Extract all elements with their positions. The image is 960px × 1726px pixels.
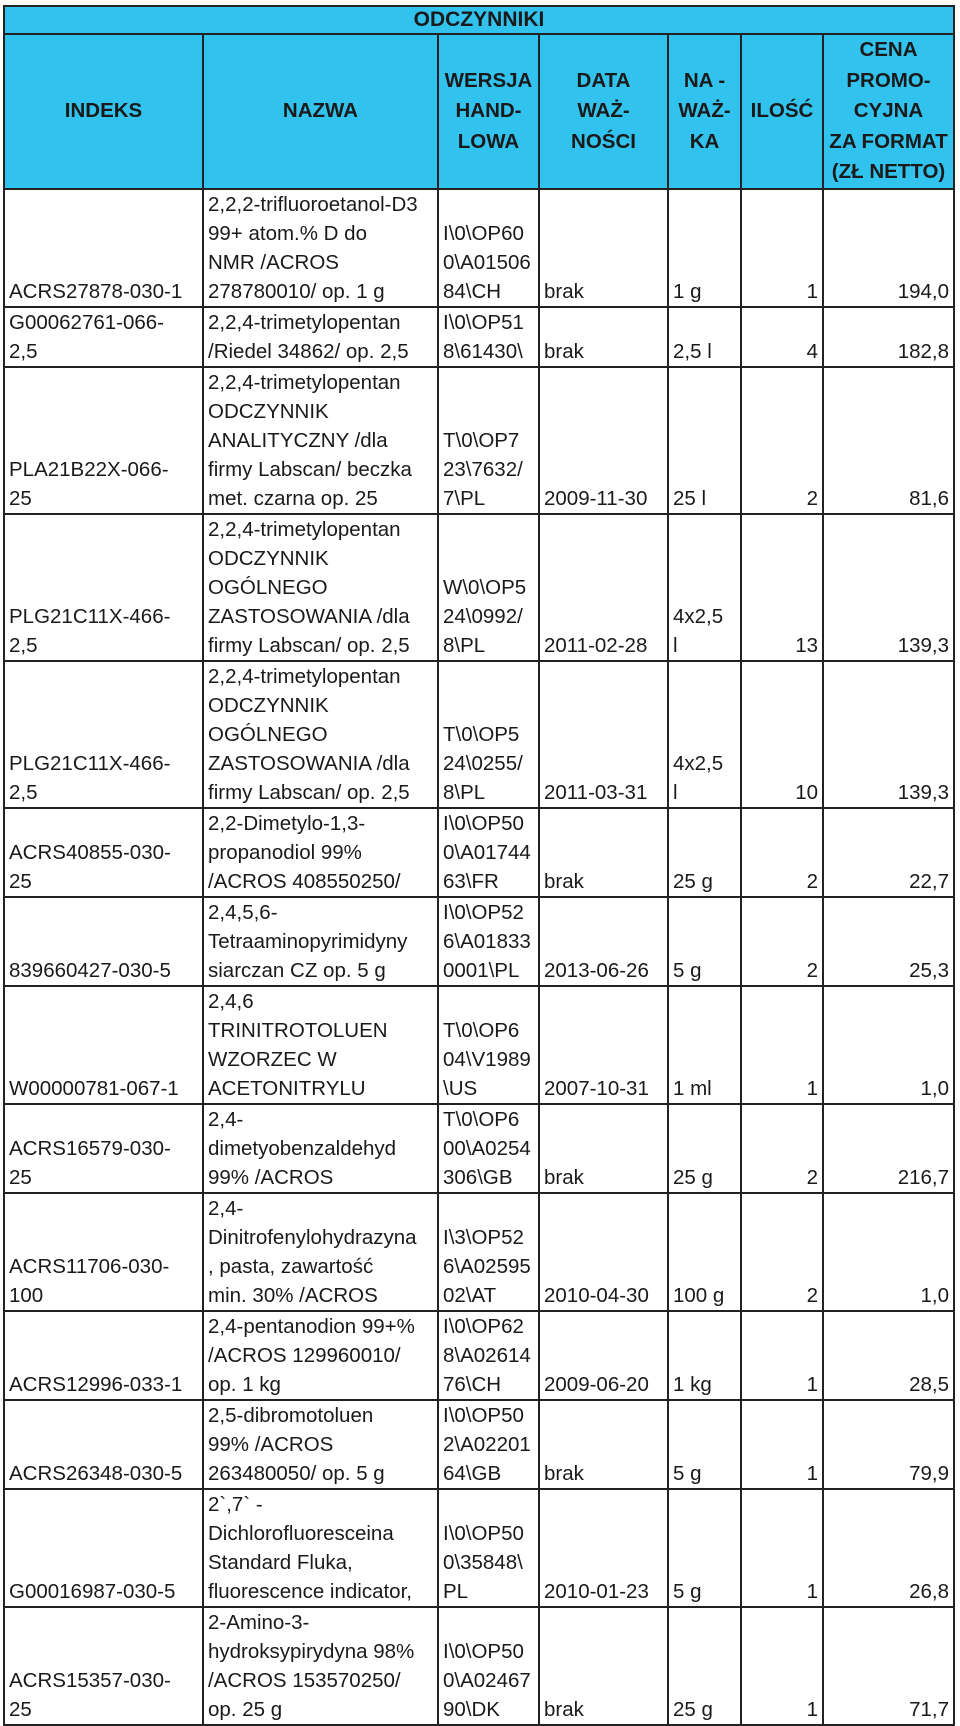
cell-quantity: 4 (741, 307, 823, 367)
cell-expiry: 2009-11-30 (539, 367, 668, 514)
cell-expiry: 2009-06-20 (539, 1311, 668, 1400)
cell-expiry: 2007-10-31 (539, 986, 668, 1104)
cell-index: ACRS11706-030- 100 (4, 1193, 203, 1311)
table-row (4, 1400, 954, 1489)
cell-name: 2,5-dibromotoluen 99% /ACROS 263480050/ op. 5 g (203, 1400, 438, 1489)
cell-index: PLG21C11X-466- 2,5 (4, 661, 203, 808)
cell-pack: 4x2,5 l (668, 661, 741, 808)
table-row (4, 661, 954, 808)
cell-quantity: 1 (741, 1311, 823, 1400)
cell-pack: 5 g (668, 1489, 741, 1607)
cell-version: I\3\OP52 6\A02595 02\AT (438, 1193, 539, 1311)
cell-version: I\0\OP51 8\61430\ (438, 307, 539, 367)
cell-version: I\0\OP52 6\A01833 0001\PL (438, 897, 539, 986)
cell-expiry: 2011-03-31 (539, 661, 668, 808)
cell-expiry: 2010-04-30 (539, 1193, 668, 1311)
cell-pack: 5 g (668, 897, 741, 986)
cell-price: 182,8 (823, 307, 954, 367)
cell-version: I\0\OP50 0\35848\ PL (438, 1489, 539, 1607)
cell-index: ACRS12996-033-1 (4, 1311, 203, 1400)
table-row (4, 1607, 954, 1725)
cell-index: PLG21C11X-466- 2,5 (4, 514, 203, 661)
cell-price: 71,7 (823, 1607, 954, 1725)
table-row (4, 514, 954, 661)
cell-name: 2,4- Dinitrofenylohydrazyna , pasta, zawartość min. 30% /ACROS (203, 1193, 438, 1311)
cell-expiry: brak (539, 1400, 668, 1489)
cell-expiry: brak (539, 1607, 668, 1725)
cell-pack: 25 g (668, 1607, 741, 1725)
cell-pack: 25 l (668, 367, 741, 514)
cell-expiry: 2013-06-26 (539, 897, 668, 986)
cell-quantity: 2 (741, 367, 823, 514)
header-row (4, 34, 954, 189)
cell-version: I\0\OP62 8\A02614 76\CH (438, 1311, 539, 1400)
table-row (4, 808, 954, 897)
cell-version: I\0\OP50 2\A02201 64\GB (438, 1400, 539, 1489)
table-row (4, 897, 954, 986)
cell-expiry: brak (539, 189, 668, 307)
cell-version: I\0\OP50 0\A01744 63\FR (438, 808, 539, 897)
cell-pack: 4x2,5 l (668, 514, 741, 661)
cell-quantity: 2 (741, 1193, 823, 1311)
cell-version: W\0\OP5 24\0992/ 8\PL (438, 514, 539, 661)
cell-price: 1,0 (823, 986, 954, 1104)
cell-pack: 25 g (668, 808, 741, 897)
cell-index: ACRS27878-030-1 (4, 189, 203, 307)
header-pack: NA - WAŻ- KA (668, 34, 741, 189)
cell-name: 2,2-Dimetylo-1,3- propanodiol 99% /ACROS 408550250/ (203, 808, 438, 897)
cell-quantity: 2 (741, 1104, 823, 1193)
cell-price: 28,5 (823, 1311, 954, 1400)
cell-version: T\0\OP5 24\0255/ 8\PL (438, 661, 539, 808)
table-title: ODCZYNNIKI (4, 6, 954, 34)
cell-price: 194,0 (823, 189, 954, 307)
cell-name: 2,2,4-trimetylopentan /Riedel 34862/ op. 2,5 (203, 307, 438, 367)
cell-name: 2`,7` - Dichlorofluoresceina Standard Fluka, fluorescence indicator, (203, 1489, 438, 1607)
table-row (4, 307, 954, 367)
cell-name: 2,2,2-trifluoroetanol-D3 99+ atom.% D do NMR /ACROS 278780010/ op. 1 g (203, 189, 438, 307)
cell-quantity: 1 (741, 1400, 823, 1489)
cell-index: W00000781-067-1 (4, 986, 203, 1104)
cell-expiry: brak (539, 808, 668, 897)
cell-price: 1,0 (823, 1193, 954, 1311)
cell-price: 22,7 (823, 808, 954, 897)
cell-index: ACRS15357-030- 25 (4, 1607, 203, 1725)
cell-quantity: 1 (741, 189, 823, 307)
table-row (4, 986, 954, 1104)
cell-price: 25,3 (823, 897, 954, 986)
cell-index: G00062761-066- 2,5 (4, 307, 203, 367)
table-row (4, 1489, 954, 1607)
cell-name: 2,4-pentanodion 99+% /ACROS 129960010/ op. 1 kg (203, 1311, 438, 1400)
cell-quantity: 13 (741, 514, 823, 661)
cell-version: T\0\OP6 04\V1989 \US (438, 986, 539, 1104)
cell-version: T\0\OP6 00\A0254 306\GB (438, 1104, 539, 1193)
reagents-sheet (3, 5, 953, 1726)
cell-name: 2,4,6 TRINITROTOLUEN WZORZEC W ACETONITRYLU (203, 986, 438, 1104)
cell-pack: 5 g (668, 1400, 741, 1489)
header-index: INDEKS (4, 34, 203, 189)
cell-index: ACRS16579-030- 25 (4, 1104, 203, 1193)
cell-name: 2,4,5,6- Tetraaminopyrimidyny siarczan CZ op. 5 g (203, 897, 438, 986)
cell-expiry: 2011-02-28 (539, 514, 668, 661)
cell-expiry: brak (539, 1104, 668, 1193)
table-row (4, 1193, 954, 1311)
header-price: CENA PROMO- CYJNA ZA FORMAT (ZŁ NETTO) (823, 34, 954, 189)
table-row (4, 1311, 954, 1400)
header-name: NAZWA (203, 34, 438, 189)
cell-expiry: 2010-01-23 (539, 1489, 668, 1607)
cell-pack: 100 g (668, 1193, 741, 1311)
cell-name: 2-Amino-3- hydroksypirydyna 98% /ACROS 153570250/ op. 25 g (203, 1607, 438, 1725)
cell-pack: 25 g (668, 1104, 741, 1193)
cell-price: 81,6 (823, 367, 954, 514)
cell-index: ACRS40855-030- 25 (4, 808, 203, 897)
table-row (4, 367, 954, 514)
table-row (4, 189, 954, 307)
header-version: WERSJA HAND- LOWA (438, 34, 539, 189)
cell-price: 139,3 (823, 661, 954, 808)
cell-version: T\0\OP7 23\7632/ 7\PL (438, 367, 539, 514)
cell-expiry: brak (539, 307, 668, 367)
cell-quantity: 1 (741, 1607, 823, 1725)
cell-index: ACRS26348-030-5 (4, 1400, 203, 1489)
table-row (4, 1104, 954, 1193)
cell-name: 2,2,4-trimetylopentan ODCZYNNIK ANALITYCZNY /dla firmy Labscan/ beczka met. czarna op. 25 (203, 367, 438, 514)
cell-quantity: 1 (741, 986, 823, 1104)
header-quantity: ILOŚĆ (741, 34, 823, 189)
cell-index: G00016987-030-5 (4, 1489, 203, 1607)
cell-version: I\0\OP60 0\A01506 84\CH (438, 189, 539, 307)
table-body (4, 189, 954, 1725)
header-expiry: DATA WAŻ- NOŚCI (539, 34, 668, 189)
cell-pack: 2,5 l (668, 307, 741, 367)
cell-price: 139,3 (823, 514, 954, 661)
cell-name: 2,2,4-trimetylopentan ODCZYNNIK OGÓLNEGO ZASTOSOWANIA /dla firmy Labscan/ op. 2,5 (203, 514, 438, 661)
cell-quantity: 2 (741, 897, 823, 986)
cell-index: 839660427-030-5 (4, 897, 203, 986)
cell-pack: 1 ml (668, 986, 741, 1104)
cell-quantity: 1 (741, 1489, 823, 1607)
reagents-table (3, 5, 955, 1726)
cell-name: 2,2,4-trimetylopentan ODCZYNNIK OGÓLNEGO ZASTOSOWANIA /dla firmy Labscan/ op. 2,5 (203, 661, 438, 808)
cell-quantity: 10 (741, 661, 823, 808)
cell-index: PLA21B22X-066- 25 (4, 367, 203, 514)
cell-quantity: 2 (741, 808, 823, 897)
cell-price: 216,7 (823, 1104, 954, 1193)
cell-pack: 1 g (668, 189, 741, 307)
cell-price: 26,8 (823, 1489, 954, 1607)
cell-version: I\0\OP50 0\A02467 90\DK (438, 1607, 539, 1725)
cell-pack: 1 kg (668, 1311, 741, 1400)
cell-name: 2,4- dimetyobenzaldehyd 99% /ACROS (203, 1104, 438, 1193)
cell-price: 79,9 (823, 1400, 954, 1489)
